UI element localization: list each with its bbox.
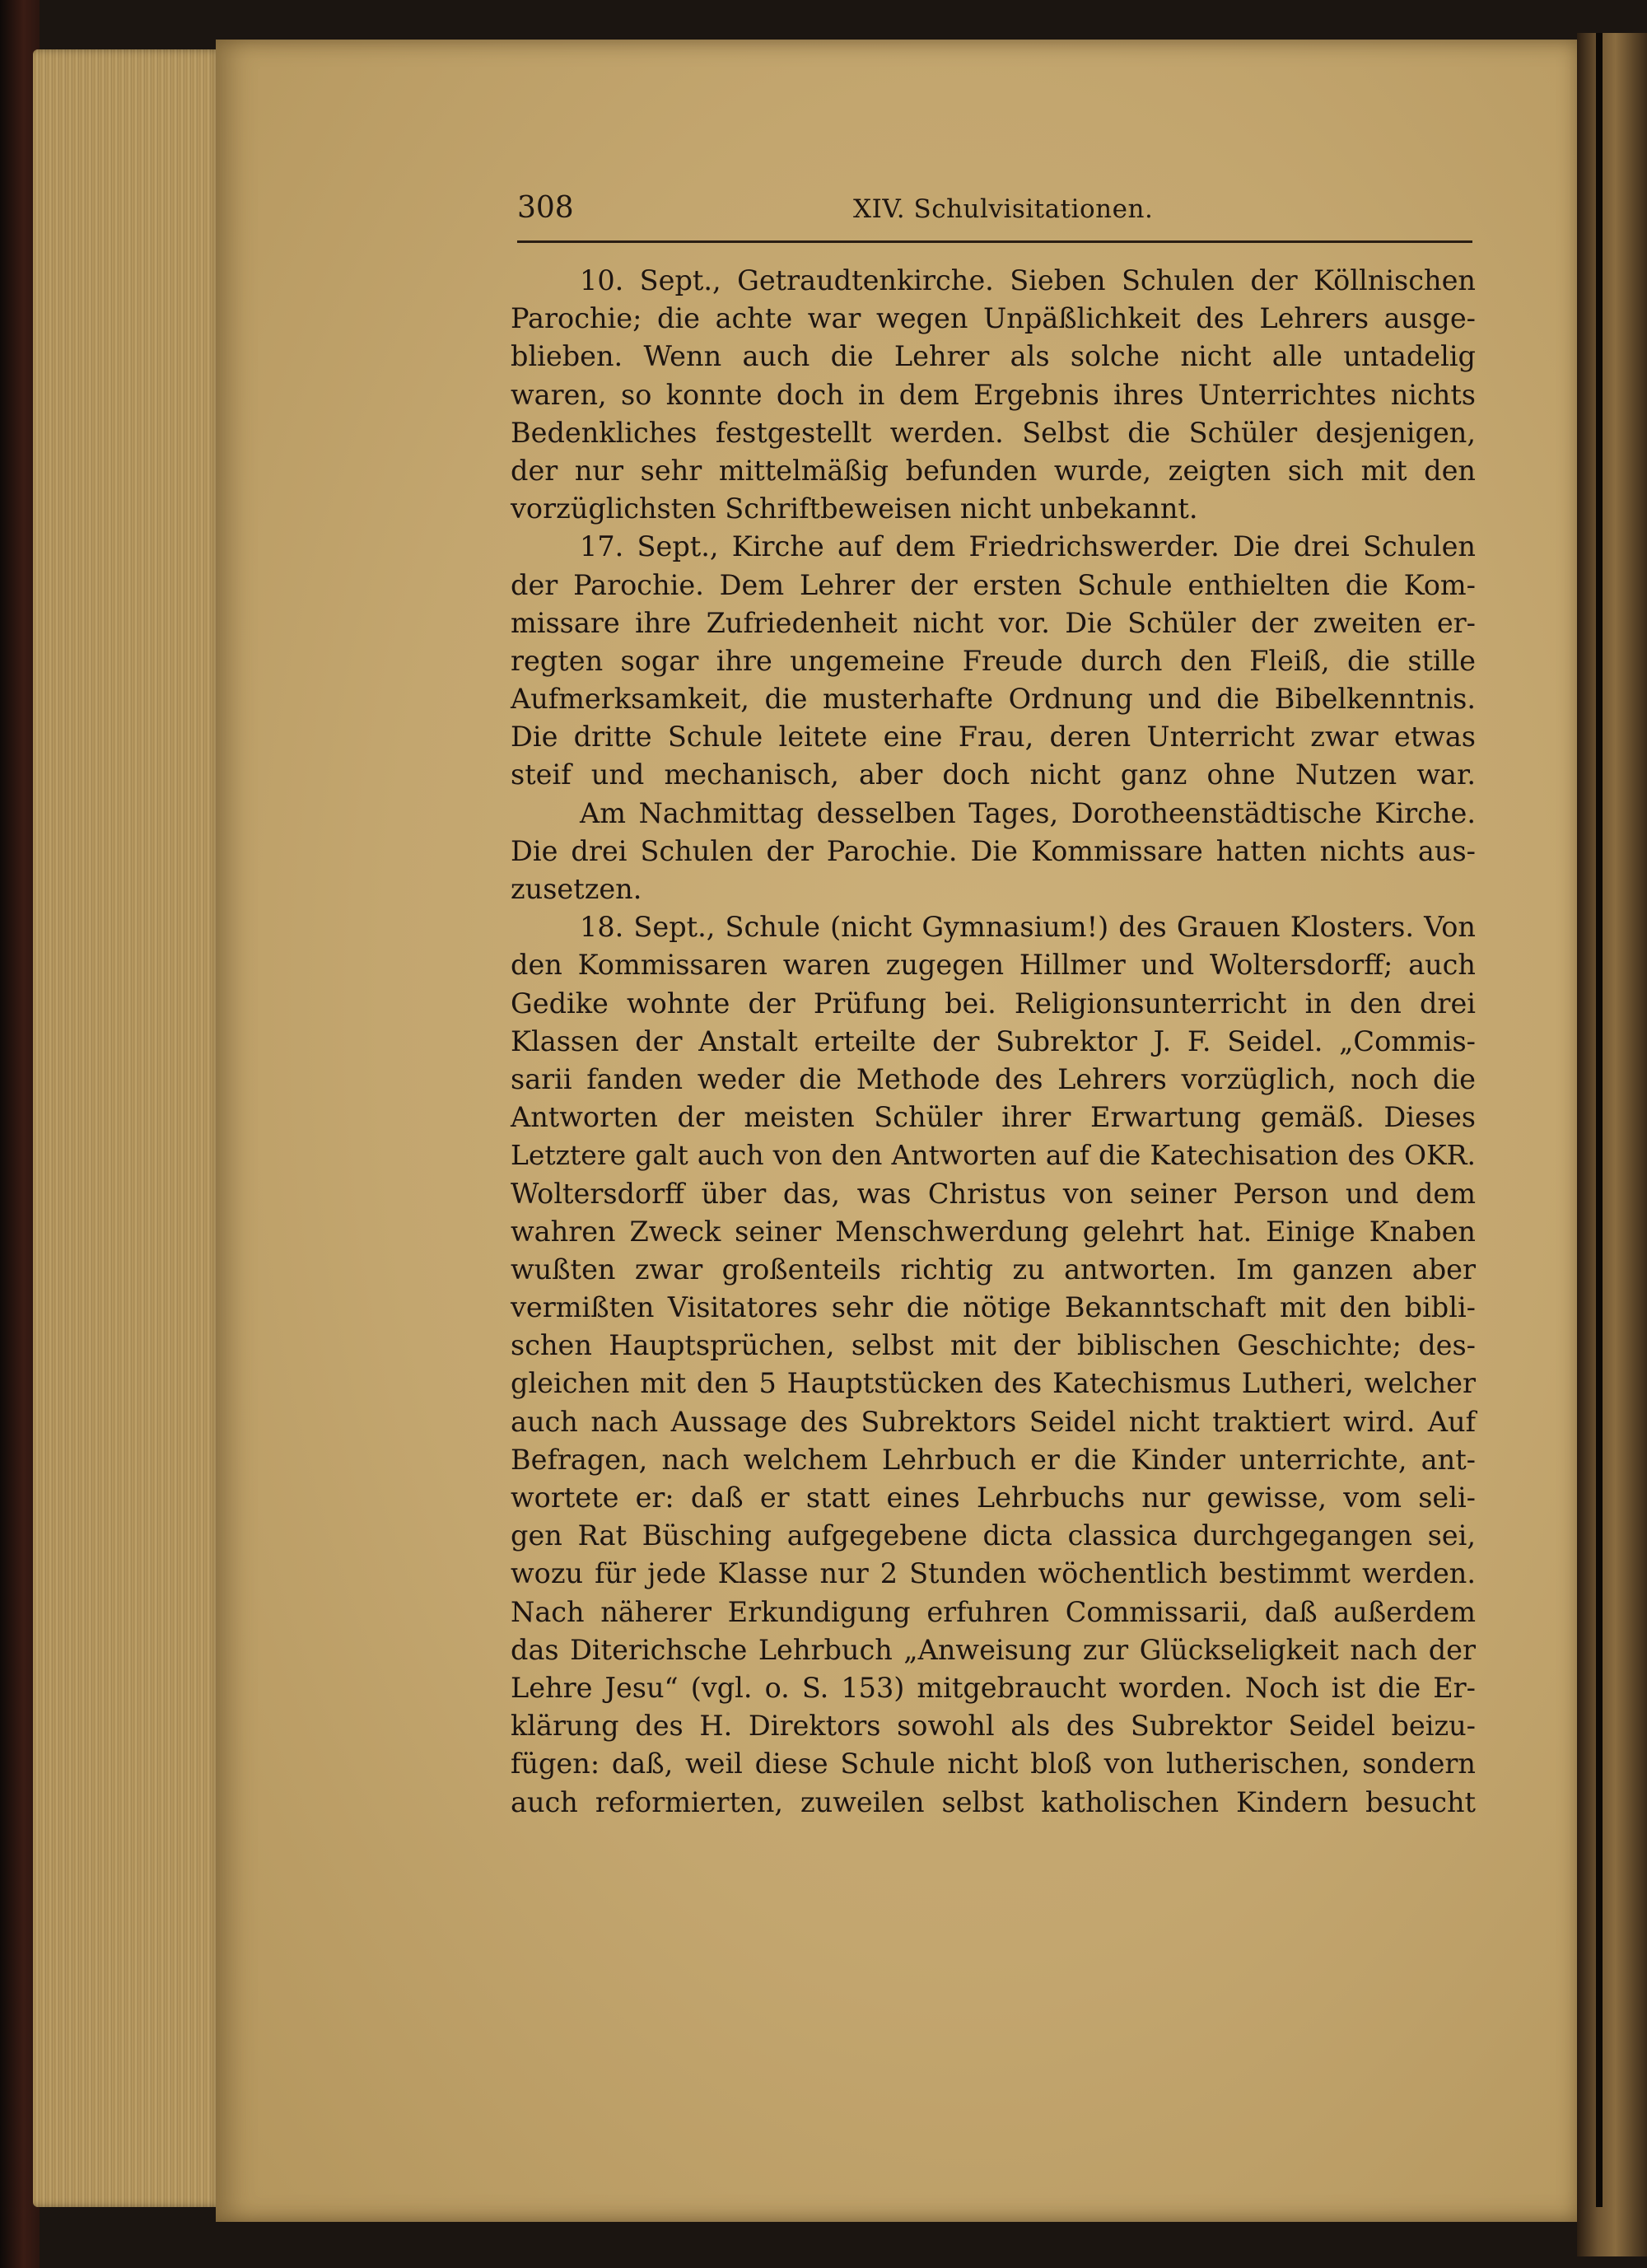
text-line: Klassen der Anstalt erteilte der Subrektor J. F. Seidel. „Commis- [511, 1024, 1476, 1057]
text-line: sarii fanden weder die Methode des Lehrers vorzüglich, noch die [511, 1062, 1476, 1095]
paragraph-sept-10 [511, 262, 1476, 528]
text-line: zusetzen. [511, 873, 642, 905]
text-line: blieben. Wenn auch die Lehrer als solche nicht alle untadelig [511, 340, 1476, 373]
paragraph-sept-17 [511, 528, 1476, 794]
text-line: Antworten der meisten Schüler ihrer Erwartung gemäß. Dieses [511, 1101, 1476, 1134]
paragraph-afternoon [511, 795, 1476, 909]
text-line: fügen: daß, weil diese Schule nicht bloß von lutherischen, sondern [511, 1748, 1476, 1780]
text-line: vorzüglichsten Schriftbeweisen nicht unbekannt. [511, 492, 1198, 525]
paragraph-sept-18 [511, 908, 1476, 1822]
text-line: Befragen, nach welchem Lehrbuch er die Kinder unterrichte, ant- [511, 1443, 1476, 1476]
text-line: Letztere galt auch von den Antworten auf die Katechisation des OKR. [511, 1139, 1476, 1172]
page-number: 308 [517, 191, 574, 225]
text-line: vermißten Visitatores sehr die nötige Bekanntschaft mit den bibli- [511, 1291, 1476, 1324]
header-rule [517, 240, 1472, 243]
text-line: gen Rat Büsching aufgegebene dicta classica durchgegangen sei, [511, 1519, 1476, 1552]
text-line: das Diterichsche Lehrbuch „Anweisung zur Glückseligkeit nach der [511, 1633, 1476, 1666]
text-line: steif und mechanisch, aber doch nicht ganz ohne Nutzen war. [511, 758, 1476, 791]
text-line: Gedike wohnte der Prüfung bei. Religionsunterricht in den drei [511, 987, 1476, 1020]
text-line: 10. Sept., Getraudtenkirche. Sieben Schulen der Köllnischen [580, 264, 1476, 296]
text-line: Parochie; die achte war wegen Unpäßlichkeit des Lehrers ausge- [511, 302, 1476, 335]
text-line: der nur sehr mittelmäßig befunden wurde, zeigten sich mit den [511, 454, 1476, 487]
text-line: Die dritte Schule leitete eine Frau, deren Unterricht zwar etwas [511, 721, 1476, 754]
text-line: der Parochie. Dem Lehrer der ersten Schule enthielten die Kom- [511, 568, 1476, 601]
text-line: gleichen mit den 5 Hauptstücken des Katechismus Lutheri, welcher [511, 1367, 1476, 1400]
gutter-line [1596, 33, 1603, 2207]
text-body [511, 262, 1476, 1822]
text-line: 18. Sept., Schule (nicht Gymnasium!) des Grauen Klosters. Von [580, 911, 1476, 944]
text-line: Nach näherer Erkundigung erfuhren Commissarii, daß außerdem [511, 1595, 1476, 1628]
text-line: Aufmerksamkeit, die musterhafte Ordnung und die Bibelkenntnis. [511, 683, 1476, 716]
text-line: Bedenkliches festgestellt werden. Selbst die Schüler desjenigen, [511, 416, 1476, 449]
text-line: wozu für jede Klasse nur 2 Stunden wöchentlich bestimmt werden. [511, 1557, 1476, 1590]
page-edges-stack [33, 49, 222, 2207]
text-line: auch nach Aussage des Subrektors Seidel nicht traktiert wird. Auf [511, 1405, 1476, 1438]
book-spine-edge [1577, 33, 1647, 2256]
text-line: Lehre Jesu“ (vgl. o. S. 153) mitgebraucht worden. Noch ist die Er- [511, 1671, 1476, 1704]
text-line: wortete er: daß er statt eines Lehrbuchs nur gewisse, vom seli- [511, 1482, 1476, 1514]
text-line: wahren Zweck seiner Menschwerdung gelehrt hat. Einige Knaben [511, 1215, 1476, 1248]
text-line: missare ihre Zufriedenheit nicht vor. Die Schüler der zweiten er- [511, 606, 1476, 639]
text-line: auch reformierten, zuweilen selbst katholischen Kindern besucht [511, 1785, 1476, 1818]
text-line: Die drei Schulen der Parochie. Die Kommissare hatten nichts aus- [511, 834, 1476, 867]
page-header [517, 191, 1472, 240]
text-line: waren, so konnte doch in dem Ergebnis ihres Unterrichtes nichts [511, 378, 1476, 411]
text-line: 17. Sept., Kirche auf dem Friedrichswerder. Die drei Schulen [580, 530, 1476, 563]
text-line: wußten zwar großenteils richtig zu antworten. Im ganzen aber [511, 1253, 1476, 1286]
text-line: den Kommissaren waren zugegen Hillmer und Woltersdorff; auch [511, 949, 1476, 982]
text-line: schen Hauptsprüchen, selbst mit der biblischen Geschichte; des- [511, 1329, 1476, 1362]
text-line: regten sogar ihre ungemeine Freude durch den Fleiß, die stille [511, 644, 1476, 677]
text-line: klärung des H. Direktors sowohl als des Subrektor Seidel beizu- [511, 1710, 1476, 1743]
text-line: Am Nachmittag desselben Tages, Dorotheenstädtische Kirche. [580, 796, 1476, 829]
running-head: XIV. Schulvisitationen. [853, 194, 1154, 224]
text-line: Woltersdorff über das, was Christus von seiner Person und dem [511, 1177, 1476, 1210]
